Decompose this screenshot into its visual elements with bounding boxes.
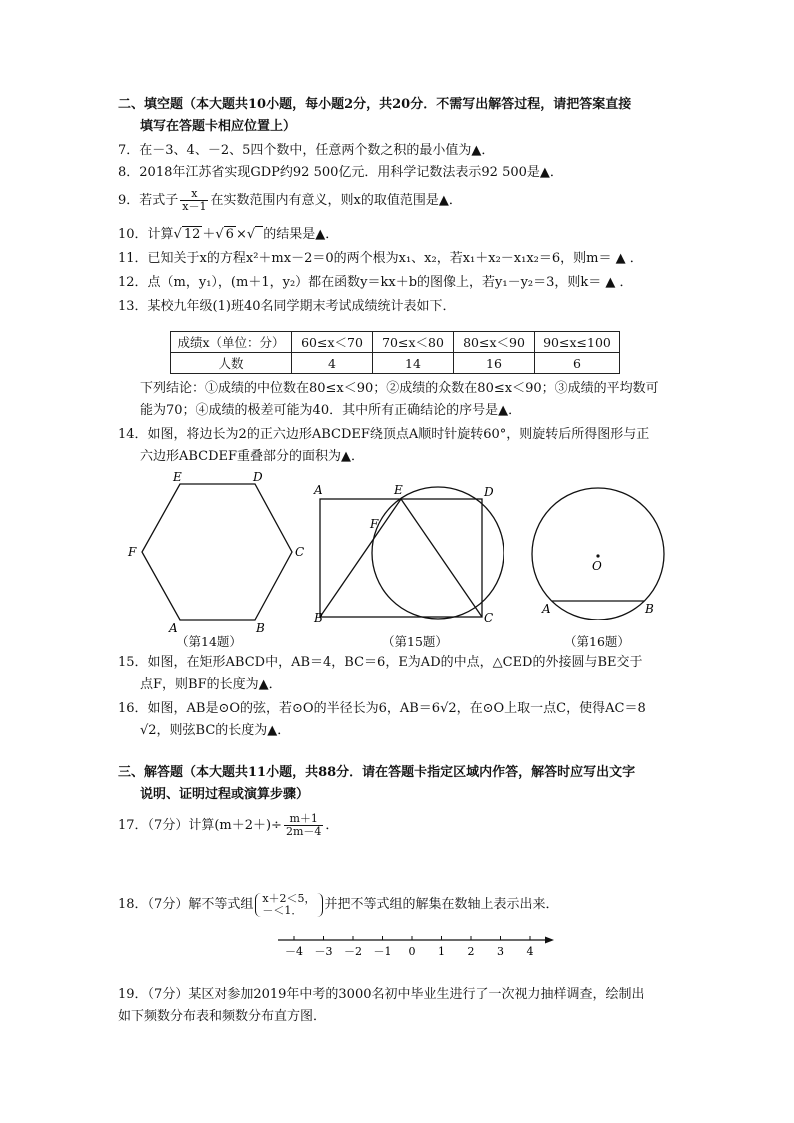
q18-inequality-2: －＜1． (262, 903, 303, 917)
q9-fraction (180, 188, 208, 213)
figure-15-caption: （第15题） (382, 634, 448, 649)
q10-radicand-1: 12 (183, 227, 201, 242)
q10-mid: ＋√ (202, 227, 224, 242)
q17-pre: 17．（7分）计算(m＋2＋)÷ (118, 818, 282, 833)
fig14-label-D: D (253, 470, 263, 484)
question-19-line1: 19．（7分）某区对参加2019年中考的3000名初中毕业生进行了一次视力抽样调查，绘制出 (118, 987, 645, 1002)
table-cell: 16 (454, 353, 535, 374)
table-header-cell: 80≤x＜90 (454, 332, 535, 353)
question-13-conclusion-line2: 能为70；④成绩的极差可能为40．其中所有正确结论的序号是▲． (140, 403, 522, 418)
fig15-label-F: F (370, 517, 379, 531)
q10-post: 的结果是▲． (263, 227, 339, 242)
q17-numerator: m＋1 (284, 813, 323, 826)
fig15-label-E: E (394, 483, 403, 497)
table-cell: 4 (292, 353, 373, 374)
number-line-tick-label: －3 (314, 945, 333, 958)
segment-EC (401, 499, 482, 617)
fig16-label-A: A (542, 602, 551, 616)
figure-15-rectangle-circle (308, 478, 504, 626)
question-8: 8．2018年江苏省实现GDP约92 500亿元．用科学记数法表示92 500是▲． (118, 165, 563, 180)
figure-14-hexagon (125, 466, 305, 634)
question-7: 7．在－3、4、－2、5四个数中，任意两个数之积的最小值为▲． (118, 143, 495, 158)
fig14-label-E: E (173, 470, 182, 484)
question-10 (118, 226, 338, 244)
question-19-line2: 如下频数分布表和频数分布直方图． (118, 1009, 327, 1024)
table-header-cell: 70≤x＜80 (373, 332, 454, 353)
table-header-cell: 成绩x（单位：分） (171, 332, 292, 353)
q17-denominator: 2m－4 (285, 825, 322, 838)
q9-pre: 9．若式子 (118, 193, 179, 208)
question-11: 11．已知关于x的方程x²＋mx－2＝0的两个根为x₁、x₂，若x₁＋x₂－x₁x₂＝6，则m＝ ▲ ． (118, 251, 643, 266)
q9-denominator: x－1 (182, 200, 207, 213)
center-point-O (596, 554, 599, 557)
q10-radicand-2: 6 (225, 227, 234, 242)
q17-post: ． (325, 818, 339, 833)
fig15-label-C: C (484, 611, 494, 625)
figure-16-circle-chord (528, 480, 674, 620)
score-table-header-row (171, 332, 620, 353)
number-line (270, 932, 560, 960)
fig14-label-B: B (256, 621, 265, 634)
table-header-cell: 60≤x＜70 (292, 332, 373, 353)
q10-pre: 10．计算√ (118, 227, 182, 242)
number-line-arrow (545, 937, 554, 944)
q18-inequality-1: x＋2＜5， (262, 891, 316, 905)
question-13-stem: 13．某校九年级(1)班40名同学期末考试成绩统计表如下． (118, 299, 456, 314)
number-line-tick-label: －2 (344, 945, 362, 958)
question-17 (118, 812, 338, 840)
circle-O (532, 488, 664, 620)
q18-post: 并把不等式组的解集在数轴上表示出来． (324, 897, 559, 912)
fig14-label-A: A (169, 621, 178, 634)
fig14-label-C: C (295, 545, 305, 559)
score-table-count-row (171, 353, 620, 374)
fig16-label-O: O (592, 559, 602, 573)
question-13-conclusion-line1: 下列结论：①成绩的中位数在80≤x＜90；②成绩的众数在80≤x＜90；③成绩的平均数可 (140, 381, 659, 396)
question-18 (118, 890, 559, 920)
score-table (170, 331, 620, 374)
number-line-tick-label: 3 (497, 945, 504, 958)
question-14-line1: 14．如图，将边长为2的正六边形ABCDEF绕顶点A顺时针旋转60°，则旋转后所得图形与正 (118, 427, 650, 442)
question-14-line2: 六边形ABCDEF重叠部分的面积为▲． (140, 449, 365, 464)
table-cell: 14 (373, 353, 454, 374)
table-cell: 人数 (171, 353, 292, 374)
question-9 (118, 188, 462, 214)
section-2-heading-line2: 填写在答题卡相应位置上） (140, 119, 297, 134)
section-2-heading-line1: 二、填空题（本大题共10小题，每小题2分，共20分．不需写出解答过程，请把答案直接 (118, 97, 632, 112)
question-16-line1: 16．如图，AB是⊙O的弦，若⊙O的半径长为6，AB＝6√2，在⊙O上取一点C，使得AC＝8 (118, 701, 646, 716)
fig14-label-F: F (128, 545, 137, 559)
fig16-label-B: B (645, 602, 654, 616)
rectangle-ABCD (320, 499, 482, 617)
section-3-heading-line1: 三、解答题（本大题共11小题，共88分．请在答题卡指定区域内作答，解答时应写出文字 (118, 765, 636, 780)
q17-fraction (284, 813, 323, 838)
number-line-tick-label: 2 (467, 945, 475, 958)
number-line-ticks (285, 936, 534, 958)
question-16-line2: √2，则弦BC的长度为▲． (140, 723, 291, 738)
table-cell: 6 (535, 353, 620, 374)
number-line-tick-label: －1 (373, 945, 392, 958)
fig15-label-A: A (314, 483, 323, 497)
question-15-line1: 15．如图，在矩形ABCD中，AB＝4，BC＝6，E为AD的中点，△CED的外接圆与BE交于 (118, 655, 643, 670)
number-line-tick-label: －4 (285, 945, 303, 958)
number-line-tick-label: 4 (526, 945, 534, 958)
question-15-line2: 点F，则BF的长度为▲． (140, 677, 282, 692)
fig15-label-D: D (484, 485, 494, 499)
number-line-tick-label: 0 (408, 945, 416, 958)
number-line-tick-label: 1 (438, 945, 445, 958)
q9-numerator: x (180, 188, 208, 201)
q18-inequality-system (255, 893, 322, 917)
hexagon-shape (142, 484, 292, 620)
section-3-heading-line2: 说明、证明过程或演算步骤） (140, 787, 310, 802)
figure-16-caption: （第16题） (564, 634, 630, 649)
segment-BE (320, 499, 401, 617)
table-header-cell: 90≤x≤100 (535, 332, 620, 353)
fig15-label-B: B (314, 611, 323, 625)
q10-mid2: ×√ (235, 227, 256, 242)
figure-14-caption: （第14题） (176, 634, 242, 649)
q18-pre: 18．（7分）解不等式组 (118, 897, 254, 912)
q9-post: 在实数范围内有意义，则x的取值范围是▲． (210, 193, 462, 208)
question-12: 12．点（m，y₁），(m＋1，y₂）都在函数y＝kx＋b的图像上，若y₁－y₂＝3，则k＝ ▲ ． (118, 275, 633, 290)
